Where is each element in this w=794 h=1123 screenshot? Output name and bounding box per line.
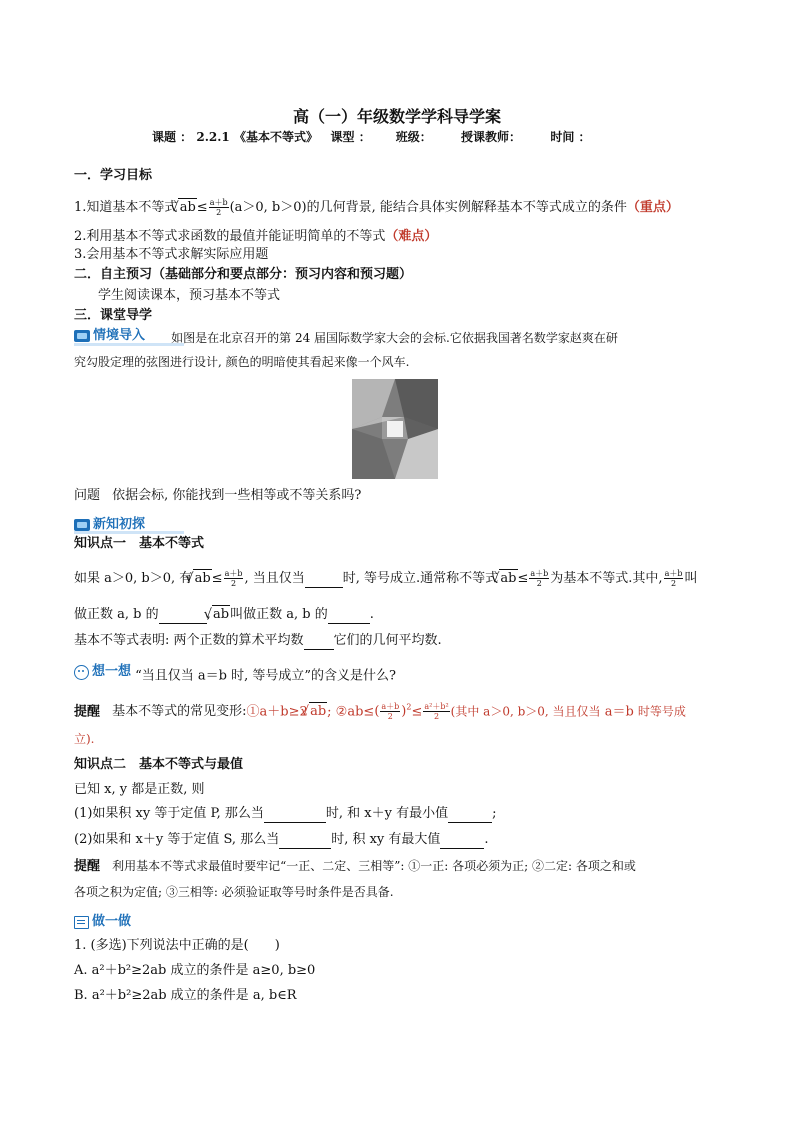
point1-para-2: 做正数 a, b 的 ,√ ab叫做正数 a, b 的 . <box>74 605 724 624</box>
teacher-label: 授课教师： <box>461 130 522 144</box>
hint-line-1: 提醒 基本不等式的常见变形:①a＋b≥2√ ab; ②ab≤( $\frac{a+b}{2}$ )$^2$≤ $\frac{\text{a²＋b²}}{2}$ (其中 a＞0, b＞0, 当且仅当 a＝b 时等号成 <box>74 699 724 721</box>
blank-min-condition[interactable] <box>264 808 326 823</box>
type-label: 课型 ： <box>330 130 371 144</box>
practice-question-1: 1. (多选)下列说法中正确的是( ) <box>74 938 280 953</box>
blank-max-value[interactable] <box>440 834 484 849</box>
question-label: 问题 <box>74 488 101 503</box>
option-a[interactable]: A. a²＋b²≥2ab 成立的条件是 a≥0, b≥0 <box>74 963 316 978</box>
point2-heading: 知识点二 基本不等式与最值 <box>74 757 244 772</box>
intro-line-1: 情境导入 如图是在北京召开的第 24 届国际数学家大会的会标.它依据我国著名数学家赵爽在研 <box>74 327 724 348</box>
goal-item-2: 2.利用基本不等式求函数的最值并能证明简单的不等式（难点） <box>74 229 438 244</box>
hint-line-1b: 立). <box>74 732 95 746</box>
difficulty-tag: （难点） <box>385 229 438 244</box>
topic-label: 课题 ： <box>152 130 193 144</box>
key-point-tag: （重点） <box>626 200 679 215</box>
think-line: 想一想 “当且仅当 a＝b 时, 等号成立”的含义是什么? <box>74 663 724 686</box>
page-title: 高（一）年级数学学科导学案 <box>292 107 501 126</box>
section2-heading: 二．自主预习（基础部分和要点部分：预习内容和预习题） <box>74 267 413 282</box>
class-label: 班级： <box>395 130 432 144</box>
new-knowledge-tag: 新知初探 <box>74 516 724 537</box>
scenario-tag: 情境导入 <box>74 327 145 345</box>
practice-tag: 做一做 <box>74 913 724 935</box>
hint-line-2: 提醒 利用基本不等式求最值时要牢记“一正、二定、三相等”: ①一正: 各项必须为正; ②二定: 各项之和或 <box>74 859 636 874</box>
blank-equality-condition[interactable] <box>305 573 343 588</box>
section1-heading: 一．学习目标 <box>74 168 153 183</box>
goal-item-3: 3.会用基本不等式求解实际应用题 <box>74 247 269 262</box>
hint-line-2b: 各项之积为定值; ③三相等: 必须验证取等号时条件是否具备. <box>74 885 394 899</box>
topic-value: 2.2.1 《基本不等式》 <box>196 130 318 144</box>
point1-para-3: 基本不等式表明: 两个正数的算术平均数 它们的几何平均数. <box>74 633 442 648</box>
section3-heading: 三．课堂导学 <box>74 308 153 323</box>
option-b[interactable]: B. a²＋b²≥2ab 成立的条件是 a, b∈R <box>74 988 297 1003</box>
sqrt-ab: √ ab <box>178 198 196 217</box>
fraction-mean: $\frac{a+b}{2}$ <box>209 198 228 217</box>
congress-logo-image <box>352 379 438 479</box>
book-search-icon <box>74 519 90 531</box>
point2-para-2: (1)如果积 xy 等于定值 P, 那么当 时, 和 x＋y 有最小值 ; <box>74 806 497 821</box>
windmill-figure-svg <box>352 379 438 479</box>
blank-relation[interactable] <box>304 635 334 650</box>
blank-arithmetic-mean[interactable] <box>159 609 207 624</box>
point1-para-1: 如果 a＞0, b＞0, 有√ ab≤ $\frac{a+b}{2}$ , 当且仅当 时, 等号成立.通常称不等式√ ab≤ $\frac{a+b}{2}$ 为基本不等式.其中, $\frac{a+b}{2}$ 叫 <box>74 569 724 588</box>
blank-geometric-mean[interactable] <box>328 609 370 624</box>
notebook-icon <box>74 916 89 929</box>
intro-line-2: 究勾股定理的弦图进行设计, 颜色的明暗使其看起来像一个风车. <box>74 355 410 369</box>
question-line: 问题 依据会标, 你能找到一些相等或不等关系吗? <box>74 488 362 503</box>
section2-text: 学生阅读课本，预习基本不等式 <box>98 288 281 303</box>
thinking-face-icon <box>74 665 89 680</box>
meta-line <box>152 128 591 145</box>
book-icon <box>74 330 90 342</box>
hint-label: 提醒 <box>74 704 101 720</box>
goal-item-1: 1.知道基本不等式√ ab≤ $\frac{a+b}{2}$ (a＞0, b＞0)的几何背景, 能结合具体实例解释基本不等式成立的条件（重点） <box>74 198 724 217</box>
point1-heading: 知识点一 基本不等式 <box>74 536 205 551</box>
point2-para-1: 已知 x, y 都是正数, 则 <box>74 782 205 797</box>
point2-para-3: (2)如果和 x＋y 等于定值 S, 那么当 时, 积 xy 有最大值 . <box>74 832 489 847</box>
blank-min-value[interactable] <box>448 808 492 823</box>
blank-max-condition[interactable] <box>279 834 331 849</box>
time-label: 时间 ： <box>550 130 591 144</box>
